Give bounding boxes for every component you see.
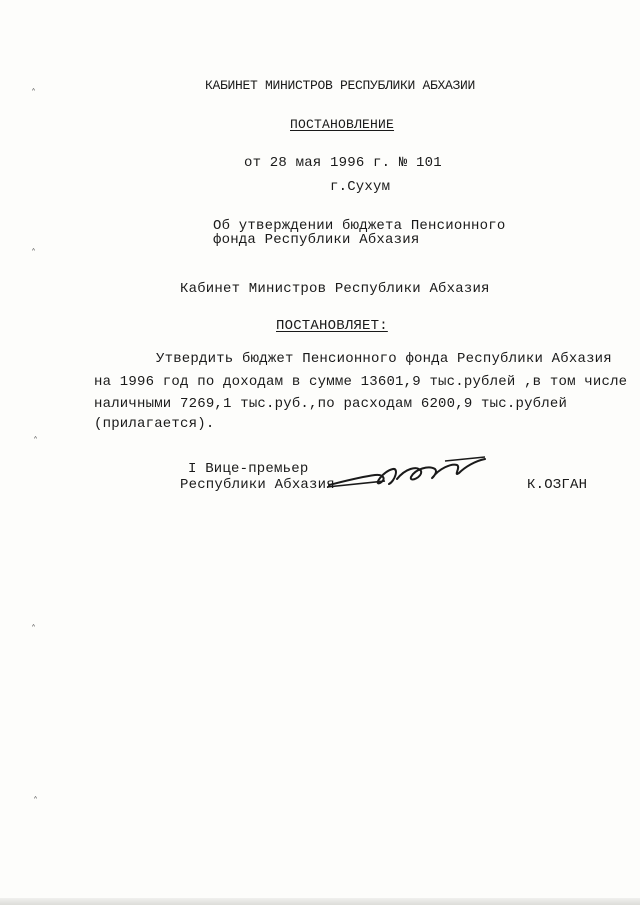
punch-mark-icon: ˄ [31, 88, 36, 99]
punch-mark-icon: ˄ [31, 624, 36, 635]
body-line-2: на 1996 год по доходам в сумме 13601,9 тыс.рублей ,в том числе [94, 374, 628, 390]
document-type: ПОСТАНОВЛЕНИЕ [290, 117, 395, 132]
signer-name: К.ОЗГАН [527, 477, 588, 493]
city: г.Сухум [330, 179, 391, 195]
punch-mark-icon: ˄ [31, 248, 36, 259]
body-line-3: наличными 7269,1 тыс.руб.,по расходам 6200,9 тыс.рублей [94, 396, 568, 412]
subject-line-2: фонда Республики Абхазия [213, 232, 420, 248]
date-and-number: от 28 мая 1996 г. № 101 [244, 155, 442, 171]
body-line-1: Утвердить бюджет Пенсионного фонда Республики Абхазия [156, 351, 612, 367]
subject-line-1: Об утверждении бюджета Пенсионного [213, 218, 506, 234]
signer-title-line-1: I Вице-премьер [188, 461, 309, 477]
punch-mark-icon: ˄ [33, 796, 38, 807]
handwritten-signature [325, 455, 490, 495]
decree-word: ПОСТАНОВЛЯЕТ: [276, 318, 388, 334]
organization-title: КАБИНЕТ МИНИСТРОВ РЕСПУБЛИКИ АБХАЗИИ [205, 78, 476, 93]
issuer-line: Кабинет Министров Республики Абхазия [180, 281, 490, 297]
punch-mark-icon: ˄ [33, 436, 38, 447]
body-line-4: (прилагается). [94, 416, 215, 432]
page-bottom-edge [0, 898, 640, 905]
signer-title-line-2: Республики Абхазия [180, 477, 335, 493]
